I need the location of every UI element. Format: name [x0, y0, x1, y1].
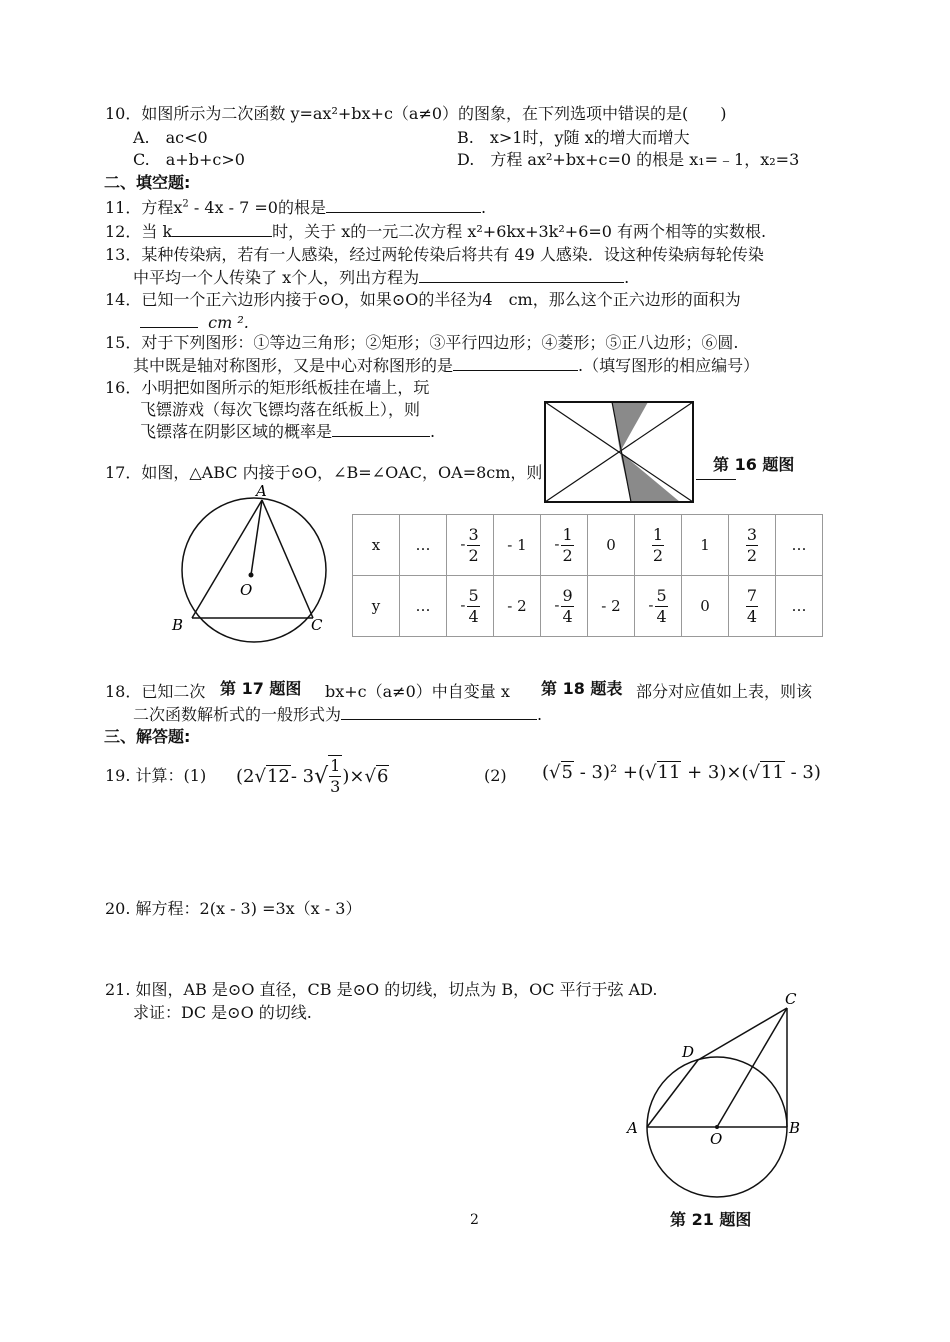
q15-line2-text: 其中既是轴对称图形，又是中心对称图形的是	[133, 356, 454, 375]
q21-chord-ad	[647, 1060, 698, 1127]
q20-text: 20. 解方程：2(x - 3) =3x（x - 3）	[105, 899, 362, 918]
q19-p2-sqrt11b: 11	[761, 762, 784, 783]
table-cell-fraction: $\frac{7}{4}$	[729, 576, 776, 637]
q14-unit: cm ².	[208, 313, 249, 332]
q19-label2: (2)	[484, 766, 507, 785]
table-cell-fraction: - $\frac{9}{4}$	[541, 576, 588, 637]
table-cell: - 2	[588, 576, 635, 637]
q16-line2: 飞镖游戏（每次飞镖均落在纸板上），则	[140, 400, 421, 419]
q12-pre: 12．当 k	[105, 222, 173, 241]
q19-label: 19. 计算：(1)	[105, 766, 207, 785]
q19-p2-open: (	[542, 762, 550, 783]
page-number: 2	[470, 1212, 479, 1228]
q17-label-c: C	[311, 616, 323, 634]
q21-line-dc	[698, 1008, 787, 1060]
table-cell-fraction: $\frac{3}{2}$	[729, 515, 776, 576]
q19-p2-end: - 3)	[784, 762, 821, 783]
q17-label-a: A	[256, 482, 267, 500]
q17-radius-oa	[251, 500, 262, 575]
q10-option-d: D. 方程 ax²+bx+c=0 的根是 x₁=﹣1，x₂=3	[457, 150, 800, 169]
q18-line1	[105, 682, 205, 702]
q13-line2	[133, 268, 629, 288]
q19-frac-den: 3	[330, 777, 341, 796]
q19-p1-open: (2	[236, 765, 255, 787]
q13-answer-blank[interactable]	[419, 268, 624, 283]
table-cell: 0	[588, 515, 635, 576]
table-cell-ellipsis: …	[400, 515, 447, 576]
q18-end: .	[537, 705, 543, 724]
table-cell-fraction: - $\frac{1}{2}$	[541, 515, 588, 576]
q18-caption: 第 18 题表	[541, 676, 622, 699]
q14-line2	[140, 313, 249, 333]
q17-label-b: B	[172, 616, 184, 634]
table-cell-fraction: - $\frac{3}{2}$	[447, 515, 494, 576]
q14-line1: 14．已知一个正六边形内接于⊙O，如果⊙O的半径为4 cm，那么这个正六边形的面积为	[105, 290, 741, 309]
table-cell-fraction: - $\frac{5}{4}$	[635, 576, 682, 637]
q19-p1-sqrt6: 6	[376, 766, 389, 787]
q19-p2-sqrt11a: 11	[657, 762, 681, 783]
q10-option-c: C. a+b+c>0	[133, 150, 245, 169]
q18-table-row-x	[353, 515, 823, 576]
table-cell-fraction: - $\frac{5}{4}$	[447, 576, 494, 637]
q19-p1-times: )×	[342, 765, 365, 787]
q16-line3-text: 飞镖落在阴影区域的概率是	[140, 422, 333, 441]
q16-caption: 第 16 题图	[713, 455, 795, 474]
q10-option-b: B. x>1时，y随 x的增大而增大	[457, 128, 690, 147]
q15-end: .（填写图形的相应编号）	[578, 356, 760, 375]
table-cell-ellipsis: …	[400, 576, 447, 637]
q21-line1: 21. 如图，AB 是⊙O 直径，CB 是⊙O 的切线，切点为 B，OC 平行于弦 AD.	[105, 980, 658, 999]
q18-table-row-y	[353, 576, 823, 637]
q18-answer-blank[interactable]	[341, 705, 537, 720]
q19-p2-sqrt5: 5	[561, 762, 573, 783]
q16-line1: 16．小明把如图所示的矩形纸板挂在墙上，玩	[105, 378, 430, 397]
q19-p1-sqrt-frac	[328, 755, 342, 797]
q14-answer-blank[interactable]	[140, 313, 198, 328]
q11-pre: 11．方程x	[105, 198, 183, 217]
q10-option-a: A. ac<0	[133, 128, 208, 147]
q19-part1-expression: (2 √ 12 - 3 √ $\frac{1}{3}$ )× √ 6	[236, 756, 389, 796]
table-cell: - 1	[494, 515, 541, 576]
q21-center-dot	[715, 1125, 719, 1129]
q11-mid: - 4x - 7 =0的根是	[188, 198, 326, 217]
q16-answer-blank[interactable]	[332, 422, 430, 437]
q13-line2-text: 中平均一个人传染了 x个人，列出方程为	[133, 268, 420, 287]
q21-label-o: O	[710, 1130, 723, 1148]
q21-label-d: D	[682, 1043, 695, 1061]
section-solve-heading: 三、解答题:	[104, 727, 191, 746]
section-fill-in-heading: 二、填空题:	[104, 173, 191, 192]
q13-end: .	[624, 268, 630, 287]
q13-line1: 13．某种传染病，若有一人感染，经过两轮传染后将共有 49 人感染．设这种传染病每轮传染	[105, 245, 764, 264]
q15-line2	[133, 356, 759, 376]
q21-label-a: A	[627, 1119, 638, 1137]
table-cell-ellipsis: …	[776, 515, 823, 576]
q11-end: .	[480, 198, 487, 217]
q16-end: .	[430, 422, 436, 441]
table-cell: 1	[682, 515, 729, 576]
q16-rectangle-figure	[543, 400, 695, 506]
q19-frac-num: 1	[330, 756, 341, 775]
q12	[105, 222, 766, 242]
q17-label-o: O	[240, 581, 253, 599]
q19-p2-mid2: + 3)×(	[681, 762, 749, 783]
q18-value-table	[352, 514, 823, 637]
q12-answer-blank[interactable]	[172, 222, 272, 237]
q17-circle	[182, 498, 326, 642]
q21-label-c: C	[785, 990, 797, 1008]
q18-line1c: 部分对应值如上表，则该	[636, 682, 813, 701]
q17-side-ac	[262, 500, 313, 618]
q10-stem: 10．如图所示为二次函数 y=ax²+bx+c（a≠0）的图象，在下列选项中错误的是( )	[105, 104, 727, 123]
q21-caption: 第 21 题图	[670, 1210, 752, 1229]
q15-line1: 15．对于下列图形：①等边三角形；②矩形；③平行四边形；④菱形；⑤正八边形；⑥圆.	[105, 333, 739, 352]
q21-tangent-figure	[620, 986, 810, 1201]
q19-part2-expression: (√5 - 3)² +(√11 + 3)×(√11 - 3)	[542, 762, 821, 783]
table-row-label: x	[353, 515, 400, 576]
q17-circle-figure	[168, 480, 338, 652]
q21-line-oc	[717, 1008, 787, 1127]
q21-line2: 求证：DC 是⊙O 的切线.	[133, 1003, 312, 1022]
q19-p1-sqrt12: 12	[266, 766, 290, 787]
q19-p1-minus3: - 3	[290, 765, 315, 787]
q15-answer-blank[interactable]	[453, 356, 578, 371]
table-row-label: y	[353, 576, 400, 637]
q18-line2-text: 二次函数解析式的一般形式为	[133, 705, 342, 724]
table-cell-fraction: $\frac{1}{2}$	[635, 515, 682, 576]
q11-answer-blank[interactable]	[326, 198, 481, 213]
table-cell: 0	[682, 576, 729, 637]
q18-line2	[133, 705, 542, 725]
q17-center-dot	[249, 573, 254, 578]
q17-caption: 第 17 题图	[220, 676, 301, 699]
q11: 11．方程$x^2 - 4x - 7 =0$的根是 .	[105, 198, 487, 217]
q12-post: 时，关于 x的一元二次方程 x²+6kx+3k²+6=0 有两个相等的实数根.	[272, 222, 767, 241]
table-cell: - 2	[494, 576, 541, 637]
q16-line3	[140, 422, 435, 442]
q21-label-b: B	[789, 1119, 801, 1137]
q17-answer-blank[interactable]	[696, 465, 736, 480]
q19-p2-mid: - 3)² +(	[573, 762, 646, 783]
q18-line1b: bx+c（a≠0）中自变量 x	[325, 682, 510, 701]
q17-line1: 17．如图，△ABC 内接于⊙O，∠B=∠OAC，OA=8cm，则	[105, 463, 543, 482]
table-cell-ellipsis: …	[776, 576, 823, 637]
q17-side-ab	[192, 500, 262, 618]
q18-line1a: 18．已知二次	[105, 682, 206, 701]
